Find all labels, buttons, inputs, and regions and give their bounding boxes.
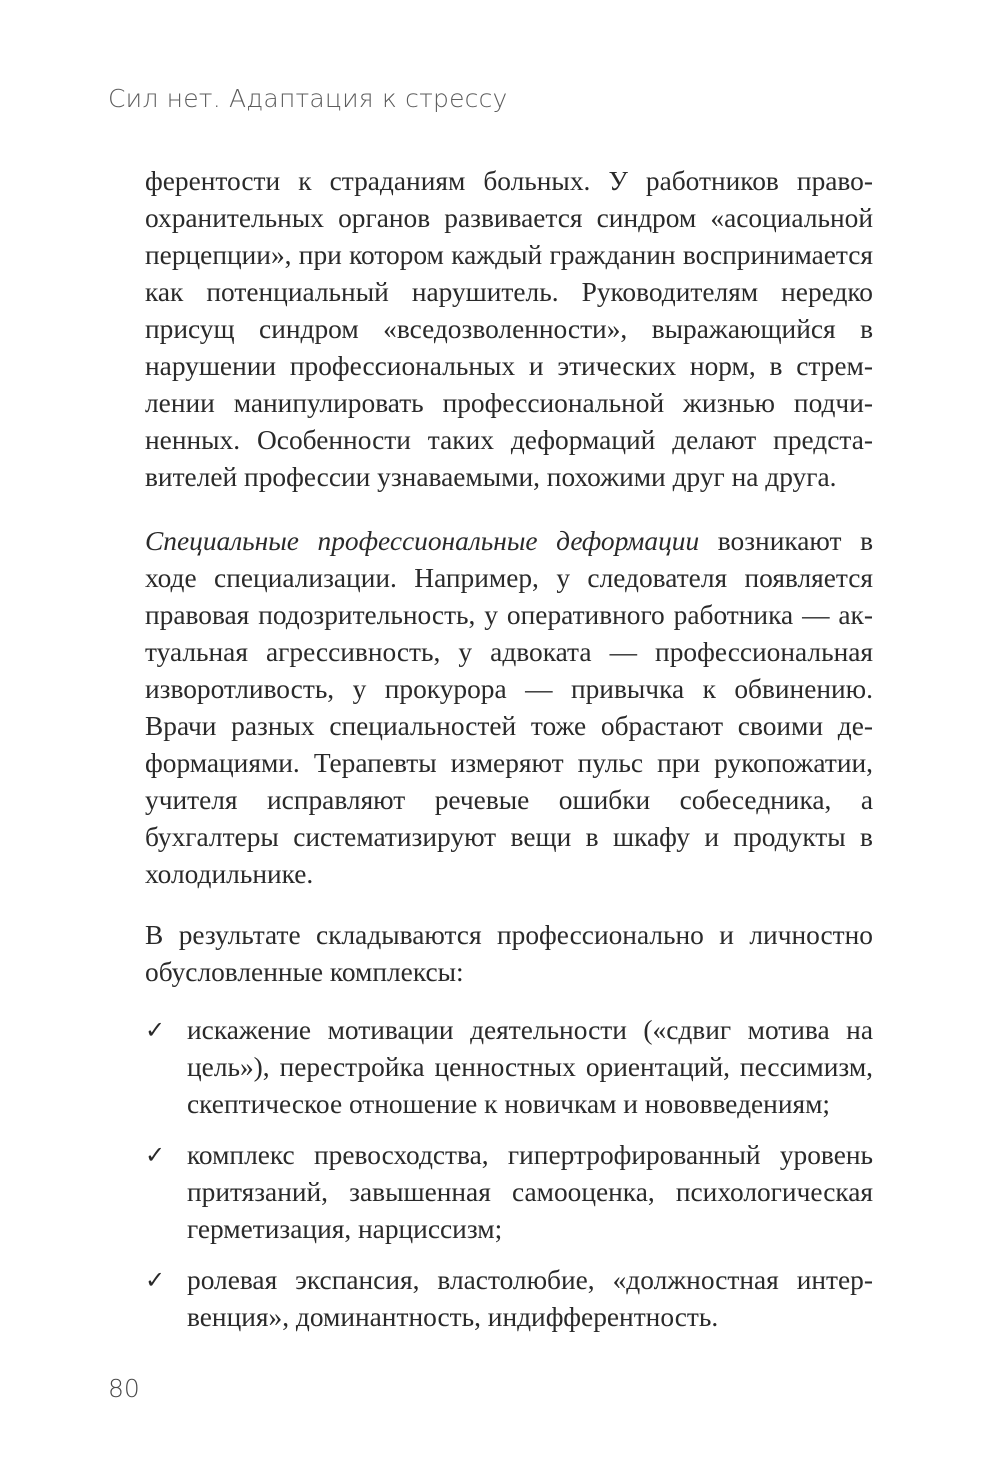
paragraph-2: [145, 523, 873, 893]
list-item: [145, 1012, 873, 1123]
paragraph-2-emphasis: Специальные профессиональные деформации: [145, 526, 700, 556]
running-head-title: Сил нет. Адаптация к стрессу: [108, 84, 508, 113]
paragraph-3: В результате складываются профессионально и личностно обусловленные комплексы:: [145, 920, 873, 987]
complexes-list: [145, 1012, 873, 1350]
check-icon: ✓: [145, 1266, 166, 1294]
list-item: [145, 1262, 873, 1336]
list-item-text: искажение мотивации деятельности («сдвиг мотива на цель»), перестройка ценностных ориентаций, пессимизм, скептическое отношение к новичкам и нововведениям;: [187, 1015, 873, 1119]
list-item-text: ролевая экспансия, властолюбие, «должностная интервенция», доминантность, индифферентность.: [187, 1265, 873, 1332]
list-item: [145, 1137, 873, 1248]
paragraph-1: ферентости к страданиям больных. У работников правоохранительных органов развивается синдром «асоциальной перцепции», при котором каждый гражданин воспринимается как потенциальный нарушитель. Руководителям нередко присущ синдром «вседозволенности», выражающийся в нарушении профессиональных и этических норм, в стремлении манипулировать профессиональной жизнью подчиненных. Особенности таких деформаций делают представителей профессии узнаваемыми, похожими друг на друга.: [145, 166, 873, 492]
list-item-text: комплекс превосходства, гипертрофированный уровень притязаний, завышенная самооценка, психологическая герметизация, нарциссизм;: [187, 1140, 873, 1244]
page-number: 80: [108, 1374, 140, 1403]
check-icon: ✓: [145, 1016, 166, 1044]
paragraph-2-text: возникают в ходе специализации. Например, у следователя появляется правовая подозрительность, у оперативного работника — актуальная агрессивность, у адвоката — профессиональная изворотливость, у прокурора — привычка к обвинению. Врачи разных специальностей тоже обрастают своими деформациями. Терапевты измеряют пульс при рукопожатии, учителя исправляют речевые ошибки собеседника, а бухгалтеры систематизируют вещи в шкафу и продукты в холодильнике.: [145, 526, 873, 889]
check-icon: ✓: [145, 1141, 166, 1169]
